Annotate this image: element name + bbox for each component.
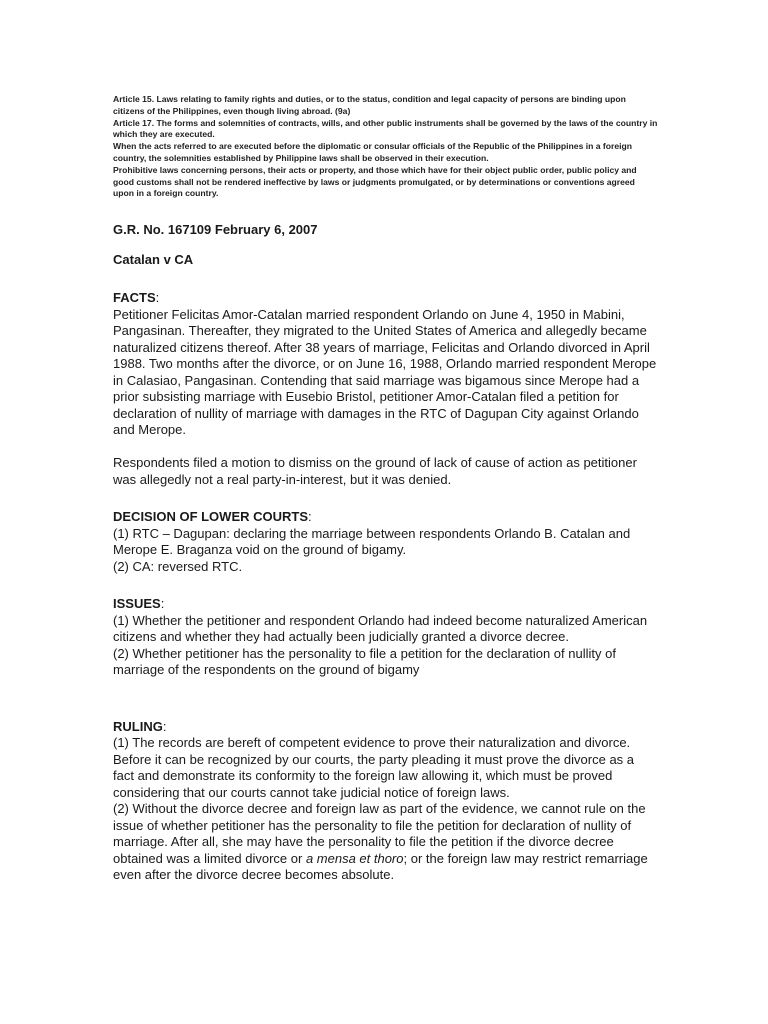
article-17-paragraph-3: Prohibitive laws concerning persons, their acts or property, and those which have for their object public order, public policy and good customs shall not be rendered ineffective by laws or judgments promulgated, or by determinations or conventions agreed upon in a foreign country. [113,164,637,199]
lower-courts-section [113,509,658,575]
ruling-section [113,719,658,884]
ruling-heading: RULING [113,718,163,734]
ruling-item: (1) The records are bereft of competent evidence to prove their naturalization and divorce. Before it can be recognized by our courts, the party pleading it must prove the divorce as a fact and demonstrate its conformity to the foreign law allowing it, which must be proved considering that our courts cannot take judicial notice of foreign laws. [113,735,635,800]
issue-item: (1) Whether the petitioner and respondent Orlando had indeed become naturalized American citizens and whether they had actually been judicially granted a divorce decree. [113,612,648,645]
facts-section [113,290,658,488]
article-15: Article 15. Laws relating to family rights and duties, or to the status, condition and legal capacity of persons are binding upon citizens of the Philippines, even though living abroad. (9a) [113,94,626,116]
facts-heading: FACTS [113,290,156,306]
ruling-item-2-text: (2) Without the divorce decree and foreign law as part of the evidence, we cannot rule on the issue of whether petitioner has the personality to file the petition for declaration of nullity of marriage. After all, she may have the personality to file the petition if the divorce decree obtained was a limited divorce or [113,801,646,866]
civil-code-articles [113,94,658,200]
lower-courts-heading: DECISION OF LOWER COURTS [113,509,308,525]
article-17: Article 17. The forms and solemnities of contracts, wills, and other public instruments shall be governed by the laws of the country in which they are executed. [113,117,658,140]
issues-section [113,596,658,679]
issues-colon: : [160,596,165,612]
facts-colon: : [155,290,160,306]
ruling-colon: : [162,718,167,734]
issue-item: (2) Whether petitioner has the personality to file a petition for the declaration of nullity of marriage of the respondents on the ground of bigamy [113,645,616,678]
lower-court-item: (1) RTC – Dagupan: declaring the marriage between respondents Orlando B. Catalan and Merope E. Braganza void on the ground of bigamy. [113,525,631,558]
issues-heading: ISSUES [113,596,161,612]
article-17-paragraph-2: When the acts referred to are executed before the diplomatic or consular officials of the Republic of the Philippines in a foreign country, the solemnities established by Philippine laws shall be observed in their execution. [113,141,633,163]
case-title: Catalan v CA [113,252,194,268]
ruling-item-2-text-end: ; or the foreign law may restrict remarriage even after the divorce decree becomes absolute. [113,850,648,883]
facts-paragraph: Petitioner Felicitas Amor-Catalan married respondent Orlando on June 4, 1950 in Mabini, Pangasinan. Thereafter, they migrated to the United States of America and allegedly became naturalized citizens thereof. After 38 years of marriage, Felicitas and Orlando divorced in April 1988. Two months after the divorce, or on June 16, 1988, Orlando married respondent Merope in Calasiao, Pangasinan. Contending that said marriage was bigamous since Merope had a prior subsisting marriage with Eusebio Bristol, petitioner Amor-Catalan filed a petition for declaration of nullity of marriage with damages in the RTC of Dagupan City against Orlando and Merope. [113,306,657,438]
ruling-item-2 [113,801,658,884]
case-number: G.R. No. 167109 February 6, 2007 [113,222,318,238]
ruling-item-2-latin-term: a mensa et thoro [305,850,404,866]
facts-paragraph: Respondents filed a motion to dismiss on the ground of lack of cause of action as petitioner was allegedly not a real party-in-interest, but it was denied. [113,455,637,487]
lower-court-item: (2) CA: reversed RTC. [113,558,243,574]
document-page [113,94,658,884]
lower-courts-colon: : [308,509,312,525]
